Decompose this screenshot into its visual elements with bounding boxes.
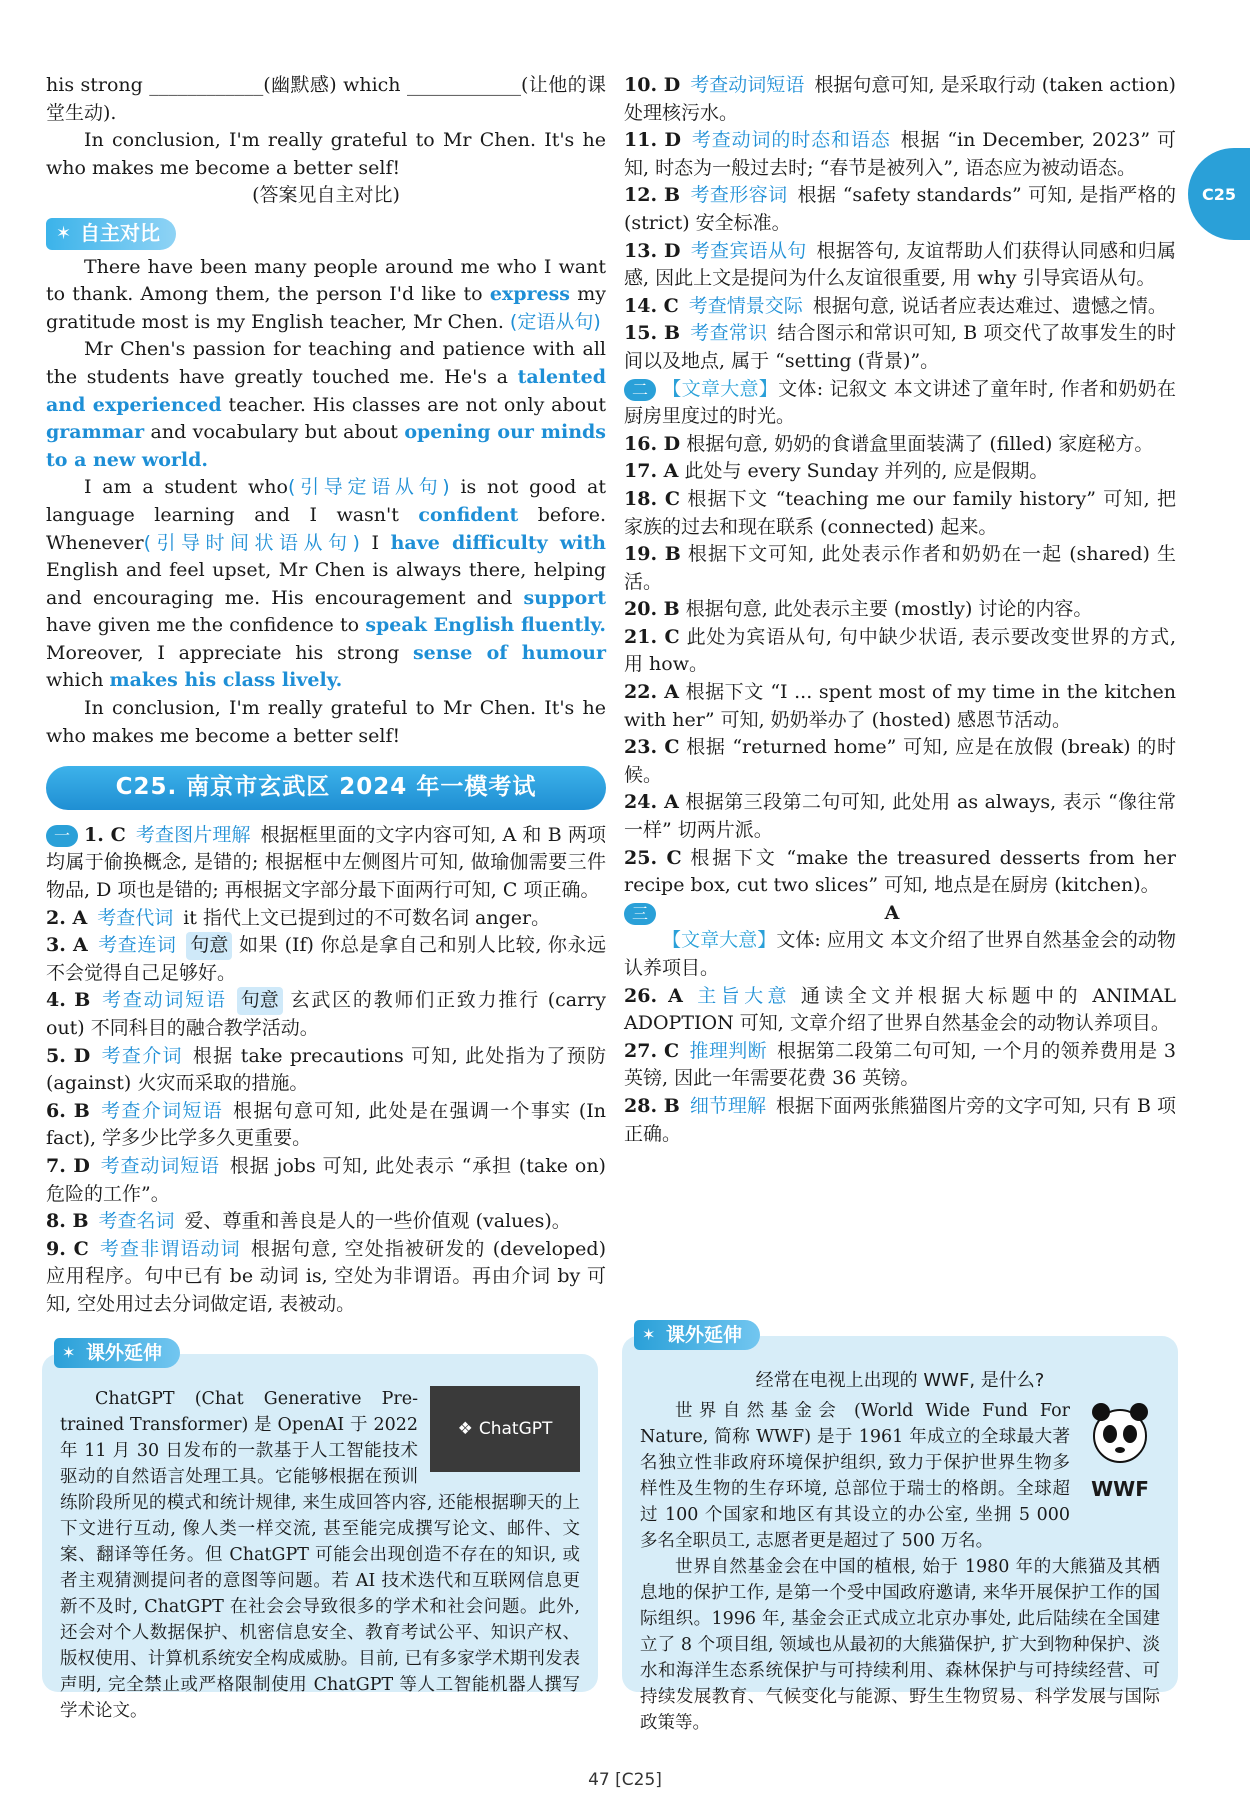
answer-q10: 10. D 考查动词短语 根据句意可知, 是采取行动 (taken action) 处理核污水。 (624, 74, 1176, 124)
extension-box-chatgpt (42, 1342, 598, 1721)
answer-q15: 15. B 考查常识 结合图示和常识可知, B 项交代了故事发生的时间以及地点, 属于 “setting (背景)”。 (624, 322, 1176, 372)
answer-q19: 19. B 根据下文可知, 此处表示作者和奶奶在一起 (shared) 生活。 (624, 543, 1176, 593)
extension-tab: ✶ 课外延伸 (634, 1320, 760, 1350)
answer-q3: 3. A 考查连词 句意 如果 (If) 你总是拿自己和别人比较, 你永远不会觉得自己足够好。 (46, 934, 606, 984)
exam-title-banner: C25. 南京市玄武区 2024 年一模考试 (46, 766, 606, 810)
self-compare-tab: ✶ 自主对比 (46, 218, 176, 250)
answer-q18: 18. C 根据下文 “teaching me our family history” 可知, 把家族的过去和现在联系 (connected) 起来。 (624, 487, 1176, 538)
answer-q1: 一 1. C 考查图片理解 根据框里面的文字内容可知, A 和 B 两项均属于偷换概念, 是错的; 根据框中左侧图片可知, 做瑜伽需要三件物品, D 项也是错的; 再根据文字部分最下面两行可知, C 项正确。 (46, 823, 606, 902)
extension-tab: ✶ 课外延伸 (54, 1338, 180, 1368)
answer-q13: 13. D 考查宾语从句 根据答句, 友谊帮助人们获得认同感和归属感, 因此上文是提问为什么友谊很重要, 用 why 引导宾语从句。 (624, 239, 1176, 290)
panda-logo-icon (1080, 1398, 1160, 1502)
answer-q7: 7. D 考查动词短语 根据 jobs 可知, 此处表示 “承担 (take on) 危险的工作”。 (46, 1154, 606, 1205)
answer-q8: 8. B 考查名词 爱、尊重和善良是人的一些价值观 (values)。 (46, 1210, 571, 1233)
answer-q21: 21. C 此处为宾语从句, 句中缺少状语, 表示要改变世界的方式, 用 how。 (624, 625, 1177, 676)
answer-q9: 9. C 考查非谓语动词 根据句意, 空处指被研发的 (developed) 应用程序。句中已有 be 动词 is, 空处为非谓语。再由介词 by 可知, 空处用过去分词做定语, 表被动。 (46, 1237, 606, 1315)
answer-q6: 6. B 考查介词短语 根据句意可知, 此处是在强调一个事实 (In fact), 学多少比学多久更重要。 (46, 1099, 606, 1150)
section-side-tab: C25 (1188, 148, 1250, 240)
answer-q2: 2. A 考查代词 it 指代上文已提到过的不可数名词 anger。 (46, 906, 551, 929)
answer-q25: 25. C 根据下文 “make the treasured desserts from her recipe box, cut two slices” 可知, 地点是在厨房 (kitchen)。 (624, 846, 1176, 897)
answer-q26: 26. A 主旨大意 通读全文并根据大标题中的 ANIMAL ADOPTION 可知, 文章介绍了世界自然基金会的动物认养项目。 (624, 984, 1176, 1035)
answer-q28: 28. B 细节理解 根据下面两张熊猫图片旁的文字可知, 只有 B 项正确。 (624, 1094, 1176, 1145)
answer-note: (答案见自主对比) (252, 184, 400, 207)
left-column (46, 72, 606, 1319)
wwf-title: 经常在电视上出现的 WWF, 是什么? (755, 1370, 1045, 1391)
right-column (624, 72, 1176, 1148)
model-paragraph-2: Mr Chen's passion for teaching and patience with all the students have greatly touched me. He's a talented and experienced teacher. His classes are not only about grammar and vocabulary but about opening our minds to a new world. (46, 338, 606, 471)
wwf-text-1: 世界自然基金会 (World Wide Fund For Nature, 简称 WWF) 是于 1961 年成立的全球最大著名独立性非政府环境保护组织, 致力于保护世界生物多样性及生物的生存环境, 总部位于瑞士的格朗。全球超过 100 个国家和地区有其设立的办公室, 坐拥 5 000 多名全职员工, 志愿者更是超过了 500 万名。 (640, 1401, 1070, 1551)
answer-q5: 5. D 考查介词 根据 take precautions 可知, 此处指为了预防 (against) 火灾而采取的措施。 (46, 1044, 606, 1095)
answer-q20: 20. B 根据句意, 此处表示主要 (mostly) 讨论的内容。 (624, 598, 1093, 621)
page-footer: 47 [C25] (588, 1770, 662, 1790)
chatgpt-logo-image: ❖ ChatGPT (430, 1386, 580, 1472)
model-paragraph-4: In conclusion, I'm really grateful to Mr Chen. It's he who makes me become a better self! (46, 697, 606, 747)
answer-q23: 23. C 根据 “returned home” 可知, 应是在放假 (break) 的时候。 (624, 736, 1176, 786)
model-paragraph-3: I am a student who(引导定语从句) is not good at language learning and I wasn't confident before. Whenever(引导时间状语从句) I have difficulty with English and feel upset, Mr Chen is always there, helping and encouraging me. His encouragement and support have given me the confidence to speak English fluently. Moreover, I appreciate his strong sense of humour which makes his class lively. (46, 476, 606, 692)
wwf-text-2: 世界自然基金会在中国的植根, 始于 1980 年的大熊猫及其栖息地的保护工作, 是第一个受中国政府邀请, 来华开展保护工作的国际组织。1996 年, 基金会正式成立北京办事处, 此后陆续在全国建立了 8 个项目组, 领域也从最初的大熊猫保护, 扩大到物种保护、淡水和海洋生态系统保护与可持续利用、森林保护与可持续经营、可持续发展教育、气候变化与能源、野生生物贸易、科学发展与国际政策等。 (640, 1557, 1160, 1733)
section-2-summary: 二 【文章大意】文体: 记叙文 本文讲述了童年时, 作者和奶奶在厨房里度过的时光。 (624, 377, 1176, 428)
section-3-summary: 【文章大意】文体: 应用文 本文介绍了世界自然基金会的动物认养项目。 (624, 929, 1176, 979)
extension-box-wwf (622, 1324, 1178, 1733)
answer-q11: 11. D 考查动词的时态和语态 根据 “in December, 2023” 可知, 时态为一般过去时; “春节是被列入”, 语态应为被动语态。 (624, 129, 1176, 179)
answer-q4: 4. B 考查动词短语 句意 玄武区的教师们正致力推行 (carry out) 不同科目的融合教学活动。 (46, 989, 606, 1039)
answer-q12: 12. B 考查形容词 根据 “safety standards” 可知, 是指严格的 (strict) 安全标准。 (624, 184, 1176, 234)
chatgpt-text: ChatGPT (Chat Generative Pre-trained Transformer) 是 OpenAI 于 2022 年 11 月 30 日发布的一款基于人工智能技术驱动的自然语言处理工具。它能够根据在预训练阶段所见的模式和统计规律, 来生成回答内容, 还能根据聊天的上下文进行互动, 像人类一样交流, 甚至能完成撰写论文、邮件、文案、翻译等任务。但 ChatGPT 可能会出现创造不存在的知识, 或者主观猜测提问者的意图等问题。若 AI 技术迭代和互联网信息更新不及时, ChatGPT 在社会会导致很多的学术和社会问题。此外, 还会对个人数据保护、机密信息安全、教育考试公平、知识产权、版权使用、计算机系统安全构成威胁。目前, 已有多家学术期刊发表声明, 完全禁止或严格限制使用 ChatGPT 等人工智能机器人撰写学术论文。 (60, 1389, 580, 1721)
answer-q14: 14. C 考查情景交际 根据句意, 说话者应表达难过、遗憾之情。 (624, 294, 1167, 317)
answer-q24: 24. A 根据第三段第二句可知, 此处用 as always, 表示 “像往常一样” 切两片派。 (624, 791, 1176, 842)
answer-q27: 27. C 推理判断 根据第二段第二句可知, 一个月的领养费用是 3 英镑, 因此一年需要花费 36 英镑。 (624, 1039, 1176, 1090)
answer-q17: 17. A 此处与 every Sunday 并列的, 应是假期。 (624, 460, 1049, 483)
panda-icon (1085, 1398, 1155, 1468)
wwf-logo-text: WWF (1091, 1477, 1149, 1501)
model-paragraph-1: There have been many people around me who I want to thank. Among them, the person I'd like to express my gratitude most is my English teacher, Mr Chen. (定语从句) (46, 255, 606, 333)
answer-q22: 22. A 根据下文 “I ... spent most of my time in the kitchen with her” 可知, 奶奶举办了 (hosted) 感恩节活动。 (624, 681, 1177, 731)
exercise-conclusion: In conclusion, I'm really grateful to Mr Chen. It's he who makes me become a better self! (46, 129, 606, 179)
exercise-tail: his strong ____________(幽默感) which ____________(让他的课堂生动). (46, 74, 606, 124)
section-3-header: 三 A (624, 900, 1176, 928)
answer-q16: 16. D 根据句意, 奶奶的食谱盒里面装满了 (filled) 家庭秘方。 (624, 432, 1154, 455)
